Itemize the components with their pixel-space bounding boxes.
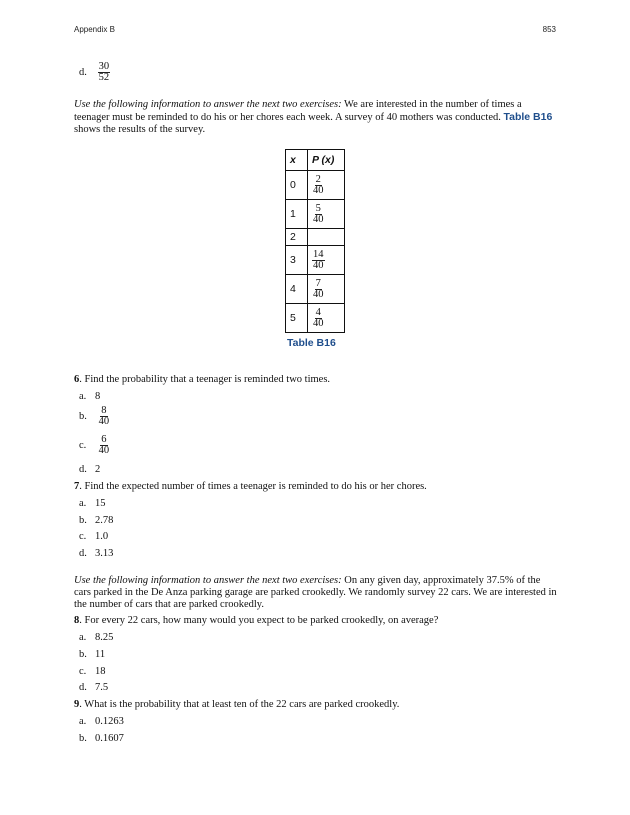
option-value: 2.78 — [95, 515, 114, 526]
option-value: 11 — [95, 649, 106, 660]
fraction — [98, 435, 111, 456]
answer-option — [79, 547, 113, 561]
intro-text: On any given day, approximately 37.5% of the cars parked in the De Anza parking garage are parked crookedly. We randomly survey 22 cars. We are interested in the number of cars that are parked crookedly. — [74, 575, 557, 610]
option-label: d. — [79, 682, 87, 693]
running-header-left: Appendix B — [74, 25, 115, 34]
answer-option — [79, 514, 113, 528]
option-value: 7.5 — [95, 682, 109, 693]
option-label: c. — [79, 439, 87, 451]
question-text: . For every 22 cars, how many would you expect to be parked crookedly, on average? — [79, 615, 439, 626]
cell-px — [308, 304, 345, 333]
numerator: 2 — [315, 173, 321, 185]
fraction — [312, 279, 325, 300]
option-label: b. — [79, 410, 87, 422]
table-row — [286, 275, 345, 304]
option-label: a. — [79, 498, 87, 509]
table-row — [286, 229, 345, 246]
question-9 — [74, 699, 399, 711]
question-6 — [74, 374, 330, 386]
intro-text-end: shows the results of the survey. — [74, 124, 206, 135]
fraction — [312, 204, 325, 225]
option-value: 18 — [95, 666, 106, 677]
fraction — [312, 308, 325, 329]
answer-option — [79, 715, 124, 729]
option-value: 15 — [95, 498, 106, 509]
cell-x: 5 — [286, 304, 308, 333]
answer-option — [79, 463, 100, 477]
option-label: b. — [79, 733, 87, 744]
option-value: 2 — [95, 464, 101, 475]
answer-option — [79, 665, 106, 679]
cell-px-empty — [308, 229, 345, 246]
question-7 — [74, 481, 427, 493]
cell-x: 4 — [286, 275, 308, 304]
table-caption: Table B16 — [287, 337, 336, 349]
cell-x: 2 — [286, 229, 308, 246]
cell-px — [308, 171, 345, 200]
probability-table — [285, 149, 345, 333]
cell-px — [308, 275, 345, 304]
header-x: x — [286, 150, 308, 171]
answer-option — [79, 390, 100, 404]
table-header-row — [286, 150, 345, 171]
option-label: a. — [79, 391, 87, 402]
fraction — [312, 250, 325, 271]
answer-option — [79, 406, 110, 427]
question-number: 7 — [74, 481, 80, 492]
table-row — [286, 171, 345, 200]
numerator: 8 — [101, 405, 107, 416]
table-link[interactable]: Table B16 — [503, 111, 553, 123]
option-label: b. — [79, 649, 87, 660]
page-number: 853 — [542, 25, 556, 34]
numerator: 30 — [98, 61, 110, 72]
fraction — [98, 406, 111, 427]
question-text: . Find the probability that a teenager is reminded two times. — [79, 374, 331, 385]
option-value: 8 — [95, 391, 101, 402]
answer-option — [79, 631, 113, 645]
answer-option — [79, 648, 105, 662]
option-value: 1.0 — [95, 531, 109, 542]
numerator: 5 — [315, 202, 321, 214]
question-number: 9 — [74, 699, 80, 710]
exercise-intro — [74, 575, 558, 611]
question-number: 8 — [74, 615, 80, 626]
question-text: . Find the expected number of times a teenager is reminded to do his or her chores. — [79, 481, 427, 492]
answer-option — [79, 732, 124, 746]
numerator: 14 — [313, 248, 324, 260]
option-label: a. — [79, 632, 87, 643]
denominator: 40 — [98, 416, 110, 427]
intro-text: We are interested in the number of times a teenager must be reminded to do his or her chores each week. A survey of 40 mothers was conducted. — [74, 99, 522, 123]
question-8 — [74, 615, 438, 627]
denominator: 40 — [313, 288, 324, 300]
denominator: 40 — [313, 259, 324, 271]
denominator: 40 — [313, 213, 324, 225]
option-value: 0.1607 — [95, 733, 124, 744]
answer-option — [79, 681, 108, 695]
denominator: 52 — [98, 72, 110, 83]
cell-px — [308, 246, 345, 275]
option-label: d. — [79, 464, 87, 475]
numerator: 6 — [101, 434, 107, 445]
option-value: 0.1263 — [95, 716, 124, 727]
exercise-intro — [74, 99, 558, 136]
fraction — [98, 62, 111, 83]
answer-option — [79, 497, 106, 511]
intro-lead: Use the following information to answer the next two exercises: — [74, 575, 342, 586]
fraction — [312, 175, 325, 196]
question-number: 6 — [74, 374, 80, 385]
option-label: d. — [79, 548, 87, 559]
numerator: 7 — [315, 277, 321, 289]
answer-option — [79, 62, 110, 83]
denominator: 40 — [98, 445, 110, 456]
option-label: c. — [79, 666, 87, 677]
answer-option — [79, 435, 110, 456]
table-row — [286, 246, 345, 275]
option-label: d. — [79, 66, 87, 78]
header-px: P (x) — [308, 150, 345, 171]
option-value: 8.25 — [95, 632, 114, 643]
option-value: 3.13 — [95, 548, 114, 559]
option-label: c. — [79, 531, 87, 542]
cell-x: 1 — [286, 200, 308, 229]
cell-x: 0 — [286, 171, 308, 200]
denominator: 40 — [313, 317, 324, 329]
option-label: b. — [79, 515, 87, 526]
denominator: 40 — [313, 184, 324, 196]
cell-x: 3 — [286, 246, 308, 275]
intro-lead: Use the following information to answer the next two exercises: — [74, 99, 342, 110]
table-row — [286, 200, 345, 229]
cell-px — [308, 200, 345, 229]
option-label: a. — [79, 716, 87, 727]
answer-option — [79, 530, 108, 544]
table-row — [286, 304, 345, 333]
numerator: 4 — [315, 306, 321, 318]
question-text: . What is the probability that at least ten of the 22 cars are parked crookedly. — [79, 699, 400, 710]
